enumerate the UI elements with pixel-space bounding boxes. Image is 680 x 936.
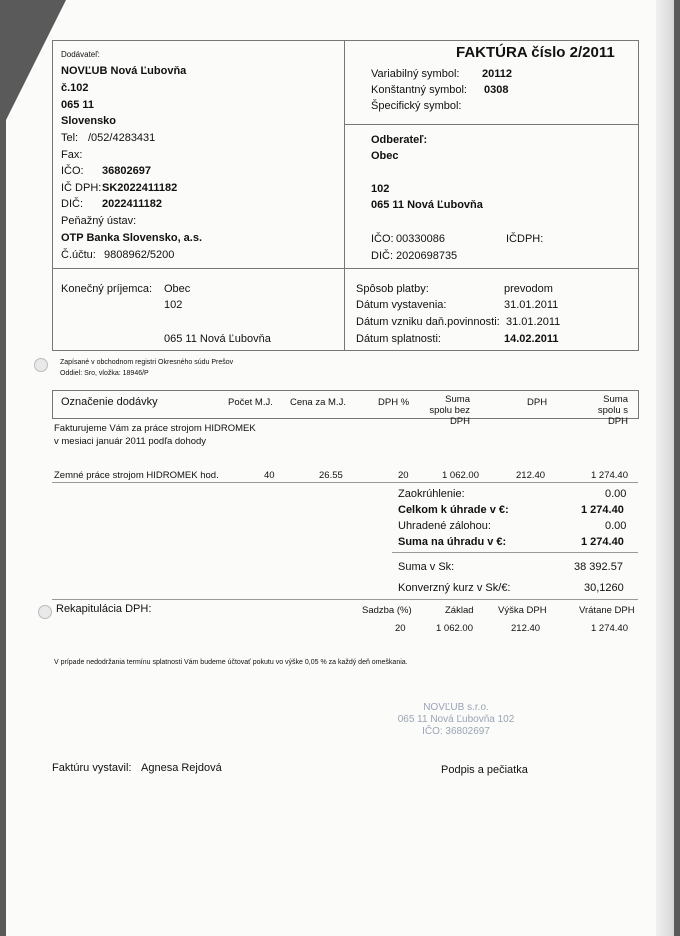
- supplier-dic-label: DIČ:: [61, 198, 83, 210]
- item-total: 1 274.40: [591, 470, 628, 481]
- stamp-line-1: NOVĽUB s.r.o.: [423, 702, 489, 713]
- supplier-icdph-label: IČ DPH:: [61, 182, 102, 194]
- items-intro-2: v mesiaci január 2011 podľa dohody: [54, 436, 207, 447]
- supplier-fax-label: Fax:: [61, 149, 83, 161]
- stamp-line-2: 065 11 Nová Ľubovňa 102: [397, 714, 515, 725]
- customer-icdph-label: IČDPH:: [506, 233, 544, 245]
- items-intro-1: Fakturujeme Vám za práce strojom HIDROMEK: [54, 423, 256, 434]
- header-right-border: [638, 40, 639, 350]
- recipient-label: Konečný príjemca:: [61, 283, 153, 295]
- invoice-title: FAKTÚRA číslo 2/2011: [456, 44, 615, 61]
- rounding-label: Zaokrúhlenie:: [398, 488, 465, 500]
- item-vat: 212.40: [516, 470, 546, 481]
- item-row-separator: [52, 482, 638, 483]
- customer-ico: 00330086: [396, 233, 445, 245]
- item-net: 1 062.00: [442, 470, 479, 481]
- supplier-icdph: SK2022411182: [102, 182, 178, 194]
- supplier-ico-label: IČO:: [61, 165, 84, 177]
- items-header-top: [52, 390, 638, 391]
- items-header-right: [638, 390, 639, 419]
- items-header-bottom: [52, 418, 638, 419]
- col-vat-pct: DPH %: [378, 397, 410, 408]
- header-left-border: [52, 40, 53, 350]
- total-value: 1 274.40: [581, 504, 624, 516]
- supplier-zip: 065 11: [61, 99, 95, 111]
- header-divider: [344, 40, 345, 350]
- customer-ico-label: IČO:: [371, 233, 394, 245]
- item-vat-pct: 20: [398, 470, 409, 481]
- tax-date-label: Dátum vzniku daň.povinnosti:: [356, 316, 500, 328]
- customer-name: Obec: [371, 150, 399, 162]
- col-description: Označenie dodávky: [61, 396, 158, 408]
- amount-due-label: Suma na úhradu v €:: [398, 536, 507, 548]
- recap-vat: 212.40: [511, 623, 541, 634]
- supplier-account-label: Č.účtu:: [61, 249, 96, 261]
- col-gross-total: Suma spolu s DPH: [597, 394, 628, 427]
- supplier-account: 9808962/5200: [104, 249, 175, 261]
- payment-method: prevodom: [504, 283, 553, 295]
- invoice-box-bottom: [344, 124, 638, 125]
- supplier-dic: 2022411182: [102, 198, 162, 210]
- recipient-street: 102: [164, 299, 183, 311]
- total-label: Celkom k úhrade v €:: [398, 504, 509, 516]
- variable-symbol: 20112: [482, 68, 512, 80]
- issued-by-label: Faktúru vystavil:: [52, 762, 132, 774]
- recap-gross: 1 274.40: [591, 623, 628, 634]
- vat-recap-label: Rekapitulácia DPH:: [56, 603, 152, 615]
- penalty-note: V prípade nedodržania termínu splatnosti Vám budeme účtovať pokutu vo výške 0,05 % za každý deň omeškania.: [54, 659, 408, 666]
- constant-symbol-label: Konštantný symbol:: [371, 84, 467, 96]
- recap-base: 1 062.00: [436, 623, 473, 634]
- registry-line-1: Zapísané v obchodnom registri Okresného súdu Prešov: [60, 359, 234, 366]
- constant-symbol: 0308: [484, 84, 509, 96]
- item-unit-price: 26.55: [319, 470, 343, 481]
- col-quantity: Počet M.J.: [228, 397, 273, 408]
- recap-col-rate: Sadzba (%): [362, 605, 412, 616]
- customer-dic: 2020698735: [396, 250, 458, 262]
- header-top-border: [52, 40, 638, 41]
- recap-separator: [52, 599, 638, 600]
- supplier-tel-label: Tel:: [61, 132, 79, 144]
- item-description: Zemné práce strojom HIDROMEK hod.: [54, 470, 219, 481]
- recap-rate: 20: [395, 623, 406, 634]
- customer-street: 102: [371, 183, 390, 195]
- registry-line-2: Oddiel: Sro, vložka: 18946/P: [60, 370, 149, 377]
- issue-date: 31.01.2011: [504, 299, 559, 311]
- supplier-name: NOVĽUB Nová Ľubovňa: [61, 65, 187, 77]
- items-header-left: [52, 390, 53, 419]
- tax-date: 31.01.2011: [506, 316, 561, 328]
- item-quantity: 40: [264, 470, 275, 481]
- supplier-street: č.102: [61, 82, 89, 94]
- folded-corner: [6, 0, 66, 120]
- recap-col-gross: Vrátane DPH: [579, 605, 635, 616]
- totals-separator: [392, 552, 638, 553]
- recap-col-vat: Výška DPH: [498, 605, 547, 616]
- recipient-name: Obec: [164, 283, 191, 295]
- sk-amount-label: Suma v Sk:: [398, 561, 455, 573]
- supplier-country: Slovensko: [61, 115, 117, 127]
- signature-label: Podpis a pečiatka: [441, 764, 528, 776]
- rounding-value: 0.00: [605, 488, 627, 500]
- conversion-rate-value: 30,1260: [584, 582, 624, 594]
- specific-symbol-label: Špecifický symbol:: [371, 100, 462, 112]
- due-date-label: Dátum splatnosti:: [356, 333, 441, 345]
- supplier-bank: OTP Banka Slovensko, a.s.: [61, 232, 203, 244]
- issued-by-name: Agnesa Rejdová: [141, 762, 222, 774]
- header-bottom-border: [52, 350, 639, 351]
- conversion-rate-label: Konverzný kurz v Sk/€:: [398, 582, 511, 594]
- sk-amount-value: 38 392.57: [574, 561, 623, 573]
- supplier-ico: 36802697: [102, 165, 151, 177]
- col-vat: DPH: [527, 397, 548, 408]
- due-date: 14.02.2011: [504, 333, 559, 345]
- variable-symbol-label: Variabilný symbol:: [371, 68, 460, 80]
- invoice-page: [6, 0, 674, 936]
- recipient-city: 065 11 Nová Ľubovňa: [164, 333, 271, 345]
- page-edge: [656, 0, 674, 936]
- recap-col-base: Základ: [445, 605, 474, 616]
- punch-hole: [34, 358, 48, 372]
- customer-dic-label: DIČ:: [371, 250, 393, 262]
- advance-label: Uhradené zálohou:: [398, 520, 491, 532]
- payment-method-label: Spôsob platby:: [356, 283, 429, 295]
- supplier-tel: /052/4283431: [88, 132, 156, 144]
- supplier-bank-label: Peňažný ústav:: [61, 215, 137, 227]
- stamp-line-3: IČO: 36802697: [422, 726, 490, 737]
- company-stamp: [386, 702, 526, 738]
- recipient-top-border: [52, 268, 638, 269]
- advance-value: 0.00: [605, 520, 627, 532]
- amount-due-value: 1 274.40: [581, 536, 624, 548]
- col-unit-price: Cena za M.J.: [290, 397, 346, 408]
- supplier-label: Dodávateľ:: [61, 50, 100, 59]
- punch-hole: [38, 605, 52, 619]
- customer-city: 065 11 Nová Ľubovňa: [371, 199, 483, 211]
- col-net-total: Suma spolu bez DPH: [429, 394, 470, 427]
- issue-date-label: Dátum vystavenia:: [356, 299, 447, 311]
- customer-label: Odberateľ:: [371, 134, 428, 146]
